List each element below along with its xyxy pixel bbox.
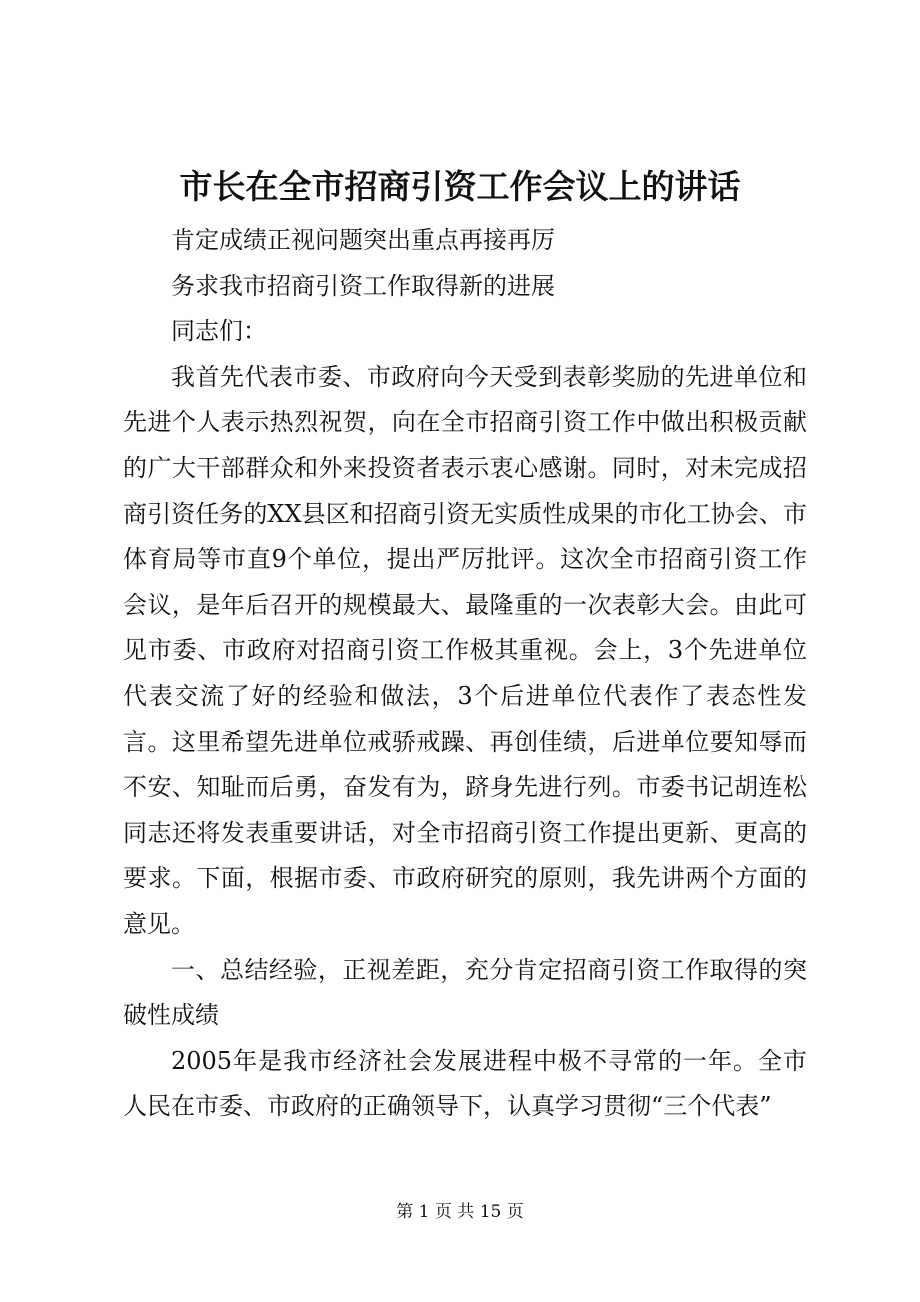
- salutation: 同志们：: [171, 317, 267, 346]
- subtitle-line-1: 肯定成绩正视问题突出重点再接再厉: [171, 226, 555, 254]
- section-heading-1: 一、总结经验，正视差距，充分肯定招商引资工作取得的突破性成绩: [123, 955, 807, 1030]
- paragraph-intro: 我首先代表市委、市政府向今天受到表彰奖励的先进单位和先进个人表示热烈祝贺，向在全市招商引资工作中做出积极贡献的广大干部群众和外来投资者表示衷心感谢。同时，对未完成招商引资任务的XX县区和招商引资无实质性成果的市化工协会、市体育局等市直9个单位，提出严厉批评。这次全市招商引资工作会议，是年后召开的规模最大、最隆重的一次表彰大会。由此可见市委、市政府对招商引资工作极其重视。会上，3个先进单位代表交流了好的经验和做法，3个后进单位代表作了表态性发言。这里希望先进单位戒骄戒躁、再创佳绩，后进单位要知辱而不安、知耻而后勇，奋发有为，跻身先进行列。市委书记胡连松同志还将发表重要讲话，对全市招商引资工作提出更新、更高的要求。下面，根据市委、市政府研究的原则，我先讲两个方面的意见。: [123, 362, 807, 938]
- page-footer: 第 1 页 共 15 页: [396, 1202, 524, 1222]
- subtitle-line-2: 务求我市招商引资工作取得新的进展: [171, 271, 555, 300]
- document-title: 市长在全市招商引资工作会议上的讲话: [179, 167, 741, 206]
- paragraph-2005: 2005年是我市经济社会发展进程中极不寻常的一年。全市人民在市委、市政府的正确领导下，认真学习贯彻“三个代表”: [123, 1046, 807, 1121]
- document-body: [123, 218, 807, 1130]
